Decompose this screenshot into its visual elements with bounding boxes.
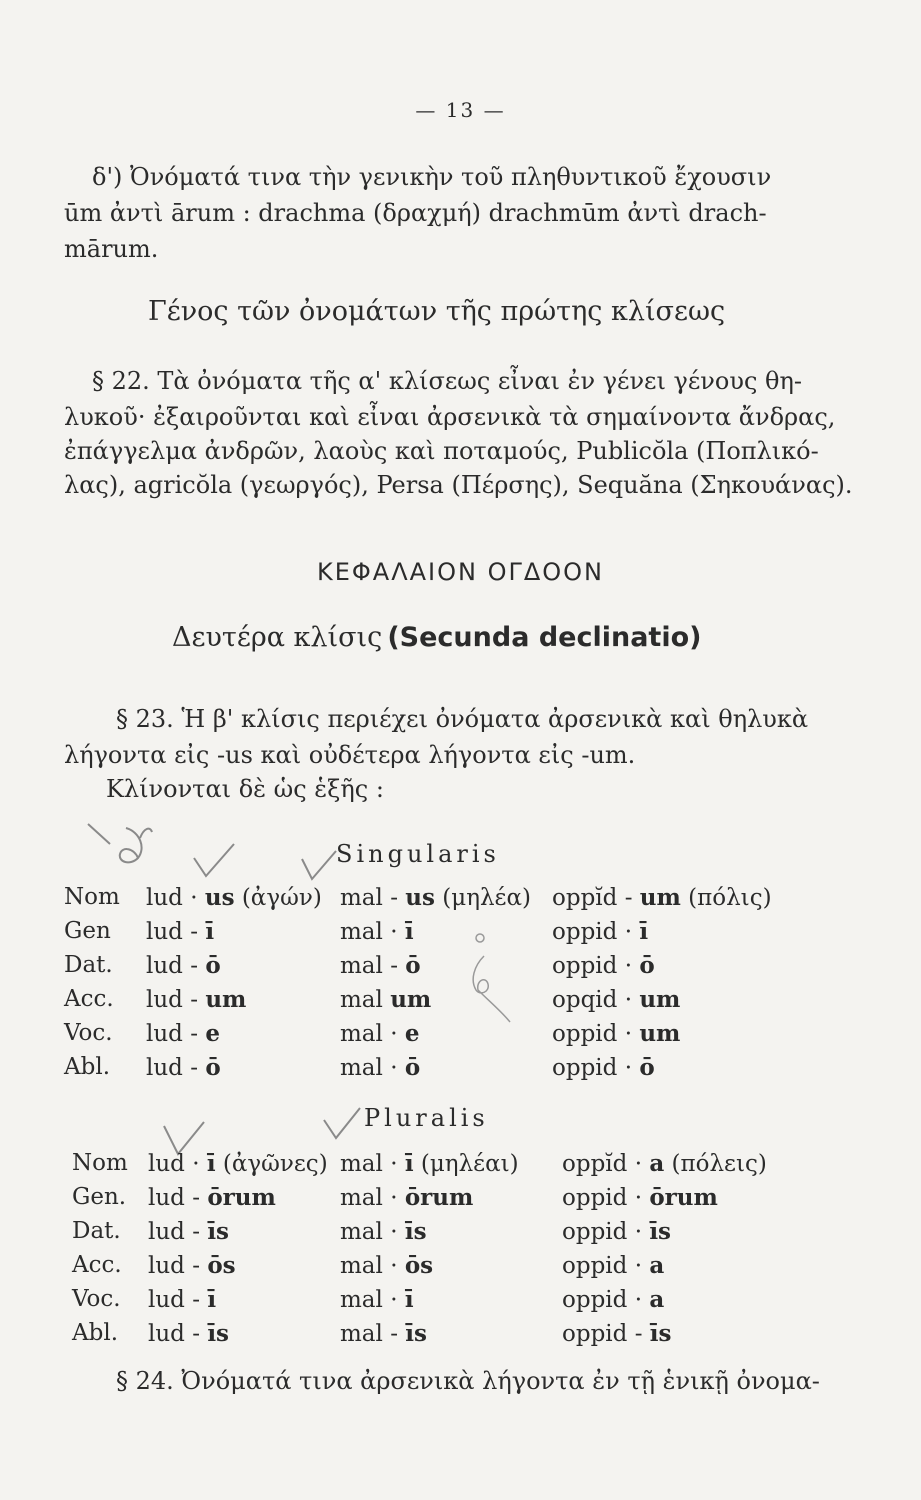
form-sep: · <box>634 1287 642 1313</box>
declension-form <box>148 1320 229 1347</box>
form-sep: · <box>390 1055 398 1081</box>
declension-form <box>340 952 421 979</box>
singular-label: Singularis <box>336 840 500 868</box>
declension-form <box>552 952 655 979</box>
form-stem: lud <box>148 1219 185 1245</box>
chapter-title: ΚΕΦΑΛΑΙΟΝ ΟΓΔΟΟΝ <box>316 558 604 586</box>
form-stem: lud <box>146 1021 183 1047</box>
case-label: Acc. <box>72 1252 122 1278</box>
declension-form <box>562 1218 671 1245</box>
form-stem: lud <box>148 1151 185 1177</box>
form-stem: oppid <box>562 1219 628 1245</box>
form-gloss: (πόλις) <box>688 885 772 911</box>
form-end: ī <box>404 1286 414 1313</box>
form-end: um <box>390 986 432 1013</box>
form-stem: oppid <box>562 1185 628 1211</box>
form-end: e <box>404 1020 420 1047</box>
paragraph-line: § 22. Τὰ ὀνόματα τῆς α' κλίσεως εἶναι ἐν γένει γένους θη- <box>92 367 802 395</box>
declension-form <box>340 1184 473 1211</box>
form-sep: · <box>624 1021 632 1047</box>
plural-label: Pluralis <box>364 1104 489 1132</box>
declension-form <box>562 1286 664 1313</box>
declension-form <box>148 1218 229 1245</box>
form-stem: oppid <box>562 1321 628 1347</box>
form-gloss: (ἀγῶνες) <box>222 1151 328 1177</box>
form-stem: oppid <box>552 919 618 945</box>
case-label: Voc. <box>64 1020 113 1046</box>
check-mark-icon <box>320 1104 364 1144</box>
paragraph-line: λήγοντα εἰς -us καὶ οὐδέτερα λήγοντα εἰς -um. <box>64 741 636 769</box>
form-end: ī <box>404 918 414 945</box>
form-end: ōs <box>207 1252 236 1279</box>
form-stem: oppid <box>552 953 618 979</box>
form-end: a <box>649 1150 665 1177</box>
paragraph-line: ἐπάγγελμα ἀνδρῶν, λαοὺς καὶ ποταμούς, Publicŏla (Ποπλικό- <box>64 437 819 465</box>
declension-form <box>562 1150 767 1177</box>
form-stem: lud <box>146 919 183 945</box>
form-sep: - <box>190 1021 198 1047</box>
form-stem: oppid <box>552 1055 618 1081</box>
declension-form <box>146 918 214 945</box>
declension-form <box>146 986 246 1013</box>
form-sep: - <box>192 1185 200 1211</box>
declension-form <box>340 1150 519 1177</box>
form-end: ō <box>639 1054 655 1081</box>
form-sep: - <box>192 1321 200 1347</box>
form-sep: · <box>634 1151 642 1177</box>
form-end: ōs <box>404 1252 434 1279</box>
form-stem: lud <box>148 1253 185 1279</box>
check-mark-icon <box>190 840 240 880</box>
case-label: Nom <box>64 884 120 910</box>
form-sep: · <box>390 1021 398 1047</box>
form-sep: - <box>190 987 198 1013</box>
form-sep: - <box>390 1321 398 1347</box>
form-end: ī <box>206 1150 216 1177</box>
paragraph-line: mārum. <box>64 235 159 263</box>
form-sep: · <box>390 919 398 945</box>
form-end: ōrum <box>207 1184 276 1211</box>
form-end: e <box>205 1020 220 1047</box>
form-end: īs <box>649 1218 671 1245</box>
case-label: Abl. <box>64 1054 110 1080</box>
form-sep: · <box>192 1151 200 1177</box>
declension-form <box>552 1054 655 1081</box>
form-sep: · <box>634 1253 642 1279</box>
form-stem: mal <box>340 987 383 1013</box>
form-sep: · <box>624 953 632 979</box>
form-stem: mal <box>340 1321 383 1347</box>
form-stem: mal <box>340 1151 383 1177</box>
form-stem: mal <box>340 1219 383 1245</box>
form-gloss: (ἀγών) <box>241 885 322 911</box>
case-label: Dat. <box>72 1218 121 1244</box>
form-end: īs <box>207 1320 229 1347</box>
declension-form <box>340 1320 427 1347</box>
form-sep: · <box>190 885 198 911</box>
form-sep: - <box>390 953 398 979</box>
form-end: ī <box>404 1150 414 1177</box>
form-sep: · <box>390 1287 398 1313</box>
form-sep: · <box>390 1185 398 1211</box>
form-end: ō <box>205 1054 221 1081</box>
pencil-mark-icon <box>80 818 170 888</box>
form-end: a <box>649 1286 665 1313</box>
declension-form <box>146 884 322 911</box>
form-end: ōrum <box>649 1184 718 1211</box>
form-sep: - <box>190 953 198 979</box>
form-end: īs <box>404 1218 427 1245</box>
declension-form <box>340 918 414 945</box>
form-end: ō <box>404 1054 421 1081</box>
declension-form <box>148 1184 276 1211</box>
form-sep: - <box>190 919 198 945</box>
paragraph-line: δ') Ὀνόματά τινα τὴν γενικὴν τοῦ πληθυντικοῦ ἔχουσιν <box>92 163 772 191</box>
pencil-mark-icon <box>440 920 520 1030</box>
declension-form <box>552 986 680 1013</box>
form-sep: · <box>390 1253 398 1279</box>
declension-form <box>562 1320 671 1347</box>
form-stem: mal <box>340 1253 383 1279</box>
declension-form <box>340 1020 419 1047</box>
case-label: Abl. <box>72 1320 118 1346</box>
form-gloss: (πόλεις) <box>671 1151 767 1177</box>
paragraph-24: § 24. Ὀνόματά τινα ἀρσενικὰ λήγοντα ἐν τῇ ἑνικῇ ὀνομα- <box>116 1367 820 1395</box>
form-stem: lud <box>146 987 183 1013</box>
case-label: Gen. <box>72 1184 127 1210</box>
form-end: us <box>204 884 235 911</box>
form-stem: mal <box>340 953 383 979</box>
form-end: īs <box>405 1320 427 1347</box>
form-sep: - <box>192 1253 200 1279</box>
paragraph-line: § 23. Ἡ β' κλίσις περιέχει ὀνόματα ἀρσενικὰ καὶ θηλυκὰ <box>116 705 809 733</box>
paragraph-line: λας), agricŏla (γεωργός), Persa (Πέρσης), Sequăna (Σηκουάνας). <box>64 471 853 499</box>
form-sep: - <box>634 1321 643 1347</box>
form-sep: · <box>634 1185 642 1211</box>
form-gloss: (μηλέα) <box>442 885 531 911</box>
form-end: um <box>639 884 681 911</box>
declension-form <box>148 1252 236 1279</box>
form-sep: · <box>390 1219 398 1245</box>
form-sep: - <box>390 885 398 911</box>
declension-heading <box>172 622 701 653</box>
declension-form <box>552 918 648 945</box>
form-end: ī <box>639 918 649 945</box>
form-stem: mal <box>340 885 383 911</box>
form-end: ōrum <box>404 1184 474 1211</box>
declension-form <box>340 884 531 911</box>
declension-form <box>146 1020 220 1047</box>
form-end: us <box>405 884 435 911</box>
form-sep: · <box>624 1055 632 1081</box>
form-sep: - <box>624 885 633 911</box>
declension-form <box>340 1286 414 1313</box>
form-end: um <box>639 986 681 1013</box>
form-sep: · <box>624 919 632 945</box>
case-label: Gen <box>64 918 111 944</box>
form-sep: · <box>390 1151 398 1177</box>
check-mark-icon <box>298 845 338 885</box>
case-label: Dat. <box>64 952 113 978</box>
case-label: Acc. <box>64 986 114 1012</box>
declension-form <box>552 884 772 911</box>
declension-form <box>340 1054 420 1081</box>
declension-heading-greek: Δευτέρα κλίσις <box>172 622 383 653</box>
declension-form <box>148 1150 328 1177</box>
declension-form <box>562 1184 718 1211</box>
case-label: Nom <box>72 1150 128 1176</box>
form-stem: oppĭd <box>562 1151 628 1177</box>
form-stem: lud <box>148 1287 185 1313</box>
form-sep: - <box>190 1055 198 1081</box>
form-sep: - <box>192 1219 200 1245</box>
paragraph-line: λυκοῦ· ἐξαιροῦνται καὶ εἶναι ἀρσενικὰ τὰ σημαίνοντα ἄνδρας, <box>64 403 836 431</box>
form-sep: · <box>624 987 632 1013</box>
form-end: ō <box>639 952 655 979</box>
declension-form <box>562 1252 664 1279</box>
declension-form <box>146 1054 221 1081</box>
form-end: ī <box>207 1286 217 1313</box>
form-sep: · <box>634 1219 642 1245</box>
form-end: um <box>639 1020 681 1047</box>
form-end: īs <box>207 1218 229 1245</box>
form-stem: mal <box>340 1287 383 1313</box>
form-stem: mal <box>340 1021 383 1047</box>
case-label: Voc. <box>72 1286 121 1312</box>
declension-form <box>340 986 431 1013</box>
form-stem: oppid <box>562 1287 628 1313</box>
form-stem: lud <box>146 1055 183 1081</box>
declension-form <box>340 1218 427 1245</box>
form-stem: lud <box>148 1185 185 1211</box>
form-gloss: (μηλέαι) <box>420 1151 519 1177</box>
form-stem: lud <box>148 1321 185 1347</box>
form-end: ō <box>405 952 421 979</box>
declension-form <box>340 1252 433 1279</box>
form-stem: oppid <box>552 1021 618 1047</box>
paragraph-line: Κλίνονται δὲ ὡς ἑξῆς : <box>106 775 384 803</box>
form-end: īs <box>649 1320 672 1347</box>
form-end: um <box>205 986 247 1013</box>
form-stem: oppĭd <box>552 885 618 911</box>
form-stem: mal <box>340 1055 383 1081</box>
declension-form <box>552 1020 680 1047</box>
form-stem: oppid <box>562 1253 628 1279</box>
form-end: ī <box>205 918 215 945</box>
declension-form <box>148 1286 216 1313</box>
page-number: — 13 — <box>415 98 506 122</box>
form-stem: mal <box>340 919 383 945</box>
form-stem: lud <box>146 953 183 979</box>
declension-heading-latin: (Secunda declinatio) <box>387 622 702 653</box>
form-stem: mal <box>340 1185 383 1211</box>
form-end: ō <box>205 952 221 979</box>
form-end: a <box>649 1252 665 1279</box>
declension-form <box>146 952 221 979</box>
form-sep: - <box>192 1287 200 1313</box>
paragraph-line: ūm ἀντὶ ārum : drachma (δραχμή) drachmūm ἀντὶ drach- <box>64 199 767 227</box>
form-stem: opqid <box>552 987 618 1013</box>
form-stem: lud <box>146 885 183 911</box>
section-heading: Γένος τῶν ὀνομάτων τῆς πρώτης κλίσεως <box>148 296 726 327</box>
